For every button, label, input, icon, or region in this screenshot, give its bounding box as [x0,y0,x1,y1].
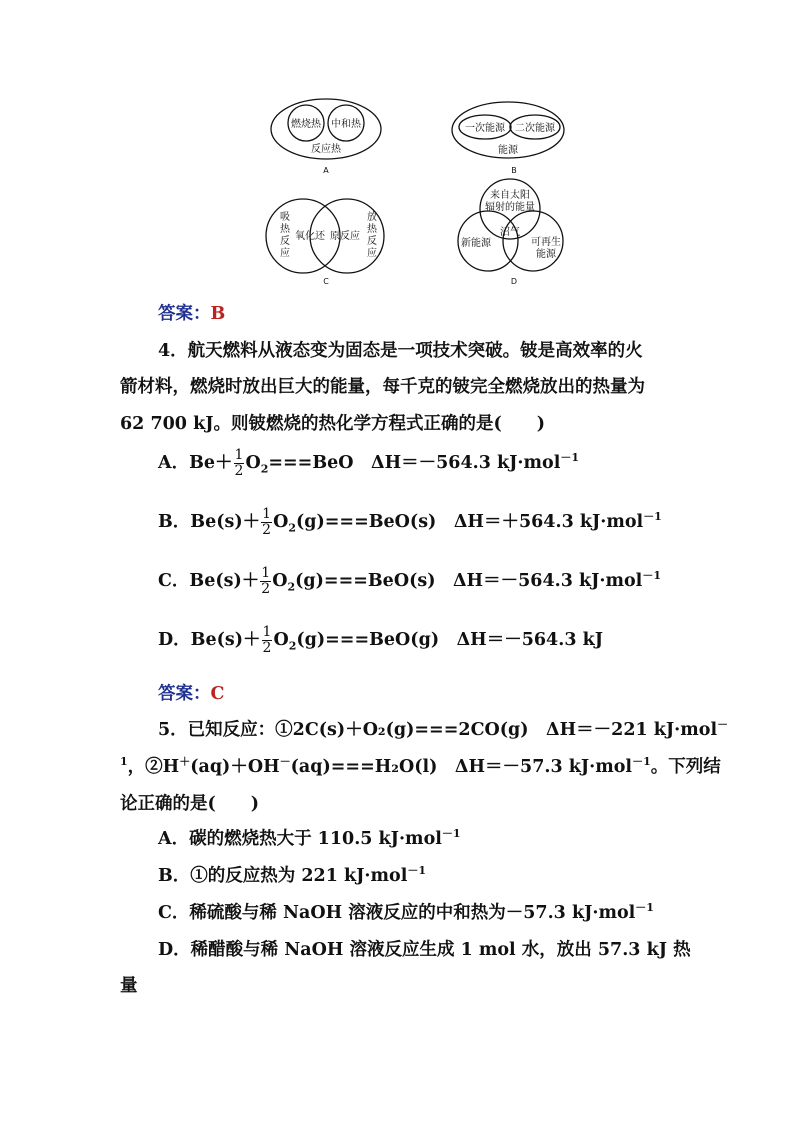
q5-option-c: C．稀硫酸与稀 NaOH 溶液反应的中和热为－57.3 kJ·mol$^{-1}$ [158,901,654,923]
q4-option-b: B．Be(s)＋ $\frac{1}{2}$ $O_2(g)===BeO(s)$ ΔH＝＋564.3 kJ·mol$^{-1}$ [158,506,662,538]
svg-text:反: 反 [280,236,290,247]
q5-stem-2: $^1$，②H＋(aq)＋OH－(aq)===H₂O(l) ΔH＝－57.3 kJ·mol$^{-1}$。下列结 [120,755,721,777]
svg-text:放: 放 [367,212,377,223]
diagram-d [458,179,563,286]
q4-option-c: C．Be(s)＋ $\frac{1}{2}$ $O_2(g)===BeO(s)$ ΔH＝－564.3 kJ·mol$^{-1}$ [158,565,661,597]
b-outer-label: 能源 [498,145,518,156]
d-label: D [510,277,518,286]
svg-text:反: 反 [367,236,377,247]
q5-stem-1: 5．已知反应：①2C(s)＋O₂(g)===2CO(g) ΔH＝－221 kJ·mol－ [158,718,729,740]
q4-option-a: A．Be＋ $\frac{1}{2}$ $O_2===BeO$ ΔH＝－564.3 kJ·mol$^{-1}$ [158,447,579,479]
svg-text:能源: 能源 [536,249,556,260]
q5-option-b: B．①的反应热为 221 kJ·mol$^{-1}$ [158,864,426,886]
q5-option-a: A．碳的燃烧热大于 110.5 kJ·mol$^{-1}$ [158,827,461,849]
b-label: B [511,166,517,175]
a-label: A [323,166,329,175]
svg-text:热: 热 [280,224,290,235]
diagram-c [266,199,384,286]
venn-figure [258,96,568,296]
answer-4: 答案：C [158,684,225,704]
d-left: 新能源 [461,238,491,249]
svg-text:应: 应 [367,248,377,259]
diagram-b [452,102,564,175]
a-left-label: 燃烧热 [291,119,321,130]
a-right-label: 中和热 [331,119,361,130]
svg-text:辐射的能量: 辐射的能量 [485,202,535,213]
q5-option-d-line-2: 量 [120,976,138,996]
c-mid-left: 氧化还 [295,231,325,242]
b-left-label: 一次能源 [465,123,505,134]
d-center: 沼气 [500,227,520,238]
q4-stem-1: 4．航天燃料从液态变为固态是一项技术突破。铍是高效率的火 [158,341,643,361]
a-outer-label: 反应热 [311,144,341,155]
svg-text:热: 热 [367,224,377,235]
q4-stem-3: 62 700 kJ。则铍燃烧的热化学方程式正确的是( ) [120,414,546,434]
q5-stem-3: 论正确的是( ) [120,794,260,814]
q4-stem-2: 箭材料，燃烧时放出巨大的能量，每千克的铍完全燃烧放出的热量为 [120,377,645,397]
diagram-a [271,99,381,175]
q5-option-d-line-1: D．稀醋酸与稀 NaOH 溶液反应生成 1 mol 水，放出 57.3 kJ 热 [158,940,691,960]
c-mid-right: 原反应 [330,231,360,242]
svg-text:应: 应 [280,248,290,259]
b-right-label: 二次能源 [515,123,555,134]
svg-text:吸: 吸 [280,212,290,223]
answer-3: 答案：B [158,304,226,324]
svg-text:可再生: 可再生 [531,237,561,248]
c-label: C [323,277,329,286]
svg-text:来自太阳: 来自太阳 [490,190,530,201]
q4-option-d: D．Be(s)＋ $\frac{1}{2}$ $O_2(g)===BeO(g)$ ΔH＝－564.3 kJ [158,624,604,656]
